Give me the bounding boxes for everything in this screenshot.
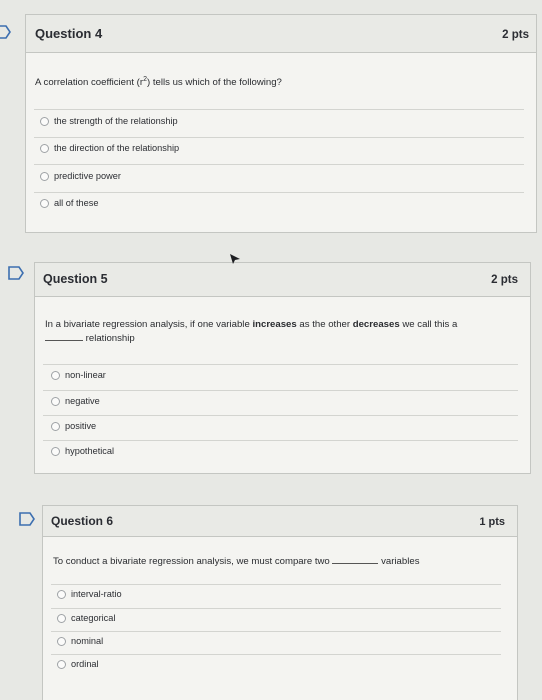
option-label: categorical [71, 613, 116, 623]
option-label: positive [65, 421, 97, 431]
radio-button[interactable] [51, 422, 60, 431]
option-label: nominal [71, 636, 104, 646]
radio-button[interactable] [40, 199, 49, 208]
radio-button[interactable] [51, 371, 60, 380]
divider [34, 109, 524, 110]
radio-button[interactable] [40, 117, 49, 126]
prompt-bold-text: increases [252, 319, 297, 330]
answer-option[interactable] [57, 636, 103, 646]
option-label: non-linear [65, 370, 106, 380]
divider [43, 364, 518, 365]
option-label: negative [65, 396, 100, 406]
prompt-superscript: 2 [143, 76, 147, 83]
question-5-card [34, 262, 531, 474]
answer-option[interactable] [40, 198, 98, 208]
answer-option[interactable] [57, 589, 122, 599]
answer-blank [332, 563, 378, 564]
option-label: the strength of the relationship [54, 116, 178, 126]
question-4-header [26, 15, 536, 53]
flag-question-6-icon[interactable] [18, 512, 36, 526]
question-4-card [25, 14, 537, 233]
prompt-text: we call this a [399, 319, 458, 330]
question-6-prompt [53, 555, 503, 569]
option-label: hypothetical [65, 446, 115, 456]
question-points: 1 pts [479, 516, 505, 528]
question-6-header [43, 506, 517, 537]
divider [34, 192, 524, 193]
question-5-prompt [45, 318, 515, 346]
radio-button[interactable] [57, 590, 66, 599]
answer-option[interactable] [40, 116, 178, 126]
prompt-text: variables [381, 556, 420, 567]
question-points: 2 pts [491, 274, 518, 286]
radio-button[interactable] [57, 637, 66, 646]
option-label: all of these [54, 198, 99, 208]
divider [51, 584, 501, 585]
option-label: ordinal [71, 659, 99, 669]
question-5-header [35, 263, 530, 297]
mouse-cursor-icon [229, 252, 241, 270]
answer-option[interactable] [51, 421, 96, 431]
answer-option[interactable] [51, 446, 114, 456]
option-label: interval-ratio [71, 589, 122, 599]
flag-question-5-icon[interactable] [7, 266, 25, 280]
answer-option[interactable] [51, 396, 100, 406]
divider [34, 137, 524, 138]
flag-question-4-icon[interactable] [0, 25, 12, 39]
answer-option[interactable] [40, 143, 179, 153]
question-title: Question 5 [43, 272, 108, 286]
radio-button[interactable] [57, 614, 66, 623]
radio-button[interactable] [57, 660, 66, 669]
answer-option[interactable] [57, 613, 115, 623]
answer-blank [45, 340, 83, 341]
question-title: Question 4 [35, 26, 103, 41]
option-label: predictive power [54, 171, 121, 181]
prompt-text: as the other [296, 319, 353, 330]
radio-button[interactable] [51, 447, 60, 456]
prompt-text: ) tells us which of the following? [146, 77, 282, 89]
answer-option[interactable] [57, 659, 99, 669]
prompt-text: relationship [85, 333, 135, 344]
question-4-prompt [35, 73, 282, 90]
prompt-bold-text: decreases [352, 319, 400, 330]
divider [51, 608, 501, 609]
divider [51, 631, 501, 632]
prompt-text: A correlation coefficient (r [35, 77, 144, 89]
answer-option[interactable] [51, 370, 106, 380]
divider [34, 164, 524, 165]
radio-button[interactable] [40, 144, 49, 153]
prompt-text: In a bivariate regression analysis, if one variable [45, 319, 253, 330]
divider [43, 415, 518, 416]
question-6-card [42, 505, 518, 700]
radio-button[interactable] [51, 397, 60, 406]
option-label: the direction of the relationship [54, 143, 180, 153]
divider [43, 390, 518, 391]
divider [51, 654, 501, 655]
divider [43, 440, 518, 441]
radio-button[interactable] [40, 172, 49, 181]
question-title: Question 6 [51, 514, 114, 528]
prompt-text: To conduct a bivariate regression analysis, we must compare two [53, 556, 330, 567]
answer-option[interactable] [40, 171, 121, 181]
question-points: 2 pts [502, 29, 529, 41]
